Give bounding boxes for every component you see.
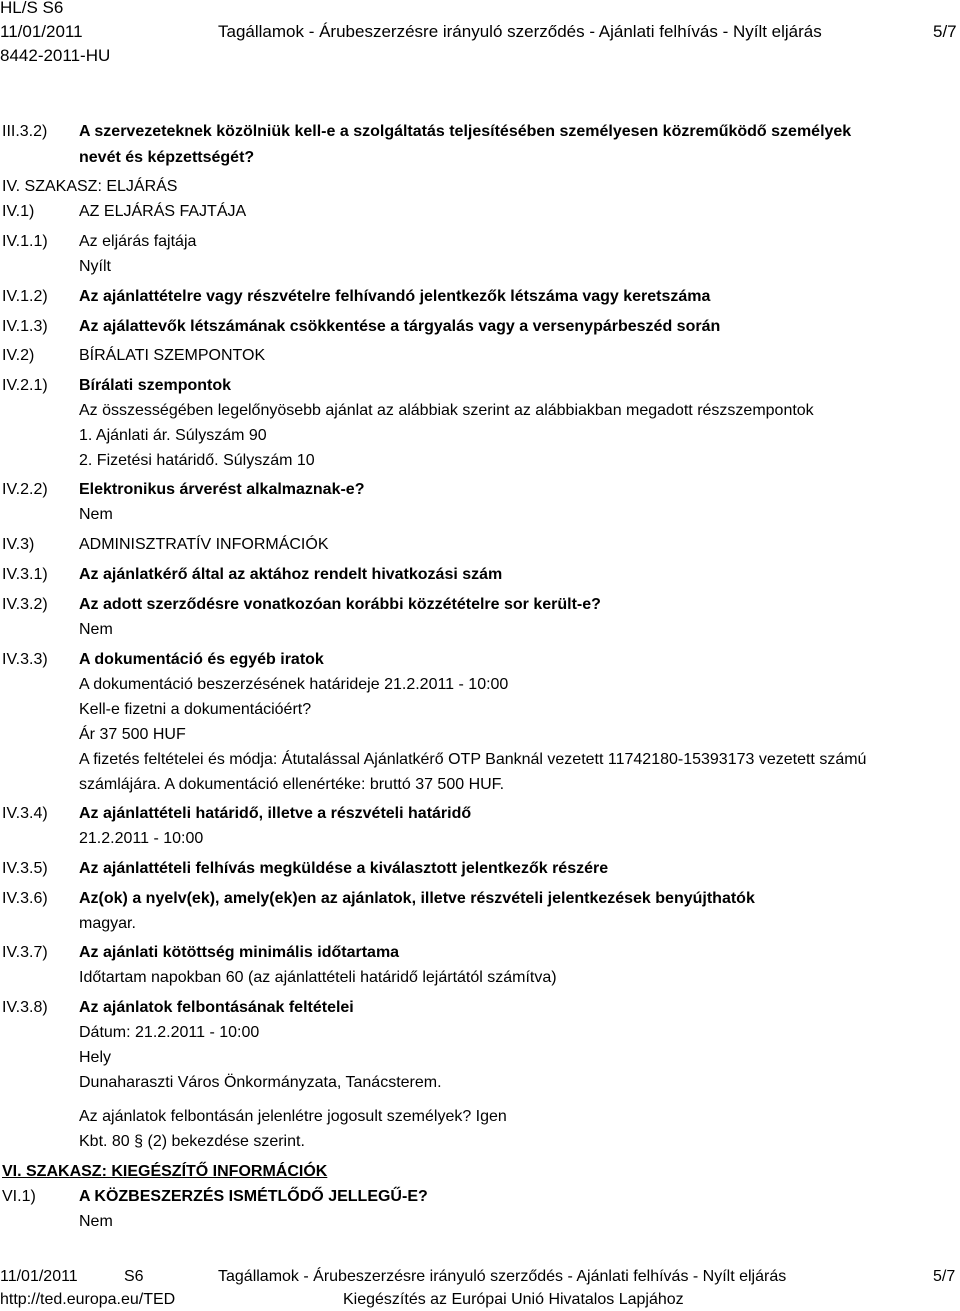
- section-code: IV.3.8): [2, 999, 48, 1016]
- section-code: IV.3): [2, 536, 35, 553]
- section-title: A dokumentáció és egyéb iratok: [79, 651, 324, 668]
- section-title: AZ ELJÁRÁS FAJTÁJA: [79, 203, 247, 220]
- footer-title: Tagállamok - Árubeszerzésre irányuló szerződés - Ajánlati felhívás - Nyílt eljárás: [218, 1268, 787, 1285]
- section-value: 21.2.2011 - 10:00: [79, 830, 204, 847]
- section-title: Az ajánlatok felbontásának feltételei: [79, 999, 354, 1016]
- section-code: IV.3.6): [2, 890, 48, 907]
- section-title: Az ajánlatkérő által az aktához rendelt hivatkozási szám: [79, 566, 503, 583]
- section-title: Az(ok) a nyelv(ek), amely(ek)en az ajánlatok, illetve részvételi jelentkezések benyújthatók: [79, 890, 755, 907]
- section-title: Az adott szerződésre vonatkozóan korábbi közzétételre sor került-e?: [79, 596, 601, 613]
- section-line: Dátum: 21.2.2011 - 10:00: [79, 1024, 260, 1041]
- part-heading: IV. SZAKASZ: ELJÁRÁS: [2, 178, 178, 195]
- section-title: Az ajálattevők létszámának csökkentése a tárgyalás vagy a versenypárbeszéd során: [79, 318, 721, 335]
- section-title: A KÖZBESZERZÉS ISMÉTLŐDŐ JELLEGŰ-E?: [79, 1188, 428, 1205]
- section-title: Az ajánlattételi felhívás megküldése a kiválasztott jelentkezők részére: [79, 860, 609, 877]
- footer-url-link[interactable]: http://ted.europa.eu/TED: [0, 1291, 176, 1308]
- section-code: IV.2.1): [2, 377, 48, 394]
- section-line: A fizetés feltételei és módja: Átutalással Ajánlatkérő OTP Banknál vezetett 11742180-15393173 vezetett számú: [79, 751, 867, 768]
- section-line: Dunaharaszti Város Önkormányzata, Tanácsterem.: [79, 1074, 442, 1091]
- section-code: IV.1.2): [2, 288, 48, 305]
- header-reference: 8442-2011-HU: [0, 46, 111, 65]
- section-code: IV.3.4): [2, 805, 48, 822]
- section-line: Az ajánlatok felbontásán jelenlétre jogosult személyek? Igen: [79, 1108, 507, 1125]
- section-code: III.3.2): [2, 123, 48, 140]
- journal-code: HL/S S6: [0, 0, 64, 17]
- section-code: IV.3.1): [2, 566, 48, 583]
- section-title: Az ajánlati kötöttség minimális időtartama: [79, 944, 400, 961]
- section-title: Az ajánlattételi határidő, illetve a részvételi határidő: [79, 805, 472, 822]
- footer-page-number: 5/7: [933, 1268, 956, 1285]
- section-line: 2. Fizetési határidő. Súlyszám 10: [79, 452, 315, 469]
- section-value: Nem: [79, 621, 113, 638]
- header-date: 11/01/2011: [0, 22, 83, 41]
- section-line: Hely: [79, 1049, 112, 1066]
- section-code: IV.3.5): [2, 860, 48, 877]
- footer-publisher: Kiegészítés az Európai Unió Hivatalos Lapjához: [343, 1291, 684, 1308]
- section-value: Nyílt: [79, 258, 111, 275]
- section-title: Elektronikus árverést alkalmaznak-e?: [79, 481, 365, 498]
- section-line: Ár 37 500 HUF: [79, 726, 186, 743]
- footer-date: 11/01/2011: [0, 1268, 78, 1285]
- section-code: IV.3.7): [2, 944, 48, 961]
- section-line: A dokumentáció beszerzésének határideje 21.2.2011 - 10:00: [79, 676, 509, 693]
- section-title: ADMINISZTRATÍV INFORMÁCIÓK: [79, 536, 329, 553]
- section-line: Kell-e fizetni a dokumentációért?: [79, 701, 312, 718]
- section-line: Kbt. 80 § (2) bekezdése szerint.: [79, 1133, 305, 1150]
- section-title: A szervezeteknek közölniük kell-e a szolgáltatás teljesítésében személyesen közreműködő személyek: [79, 123, 852, 140]
- header-title: Tagállamok - Árubeszerzésre irányuló szerződés - Ajánlati felhívás - Nyílt eljárás: [218, 22, 822, 41]
- section-value: Nem: [79, 506, 113, 523]
- section-code: IV.3.2): [2, 596, 48, 613]
- section-value: magyar.: [79, 915, 136, 932]
- section-value: Nem: [79, 1213, 113, 1230]
- section-line: számlájára. A dokumentáció ellenértéke: bruttó 37 500 HUF.: [79, 776, 505, 793]
- footer-series: S6: [124, 1268, 144, 1285]
- section-line: Az összességében legelőnyösebb ajánlat az alábbiak szerint az alábbiakban megadott részszempontok: [79, 402, 814, 419]
- section-code: VI.1): [2, 1188, 36, 1205]
- header-page-number: 5/7: [933, 22, 957, 41]
- section-code: IV.1): [2, 203, 35, 220]
- section-code: IV.2.2): [2, 481, 48, 498]
- section-code: IV.3.3): [2, 651, 48, 668]
- section-title: Bírálati szempontok: [79, 377, 232, 394]
- part-heading: VI. SZAKASZ: KIEGÉSZÍTŐ INFORMÁCIÓK: [2, 1163, 328, 1180]
- section-title: Az ajánlattételre vagy részvételre felhívandó jelentkezők létszáma vagy keretszáma: [79, 288, 711, 305]
- section-code: IV.2): [2, 347, 35, 364]
- section-value: Időtartam napokban 60 (az ajánlattételi határidő lejártától számítva): [79, 969, 557, 986]
- section-title: BÍRÁLATI SZEMPONTOK: [79, 347, 266, 364]
- section-line: 1. Ajánlati ár. Súlyszám 90: [79, 427, 267, 444]
- section-title: Az eljárás fajtája: [79, 233, 197, 250]
- section-title-cont: nevét és képzettségét?: [79, 149, 255, 166]
- section-code: IV.1.1): [2, 233, 48, 250]
- section-code: IV.1.3): [2, 318, 48, 335]
